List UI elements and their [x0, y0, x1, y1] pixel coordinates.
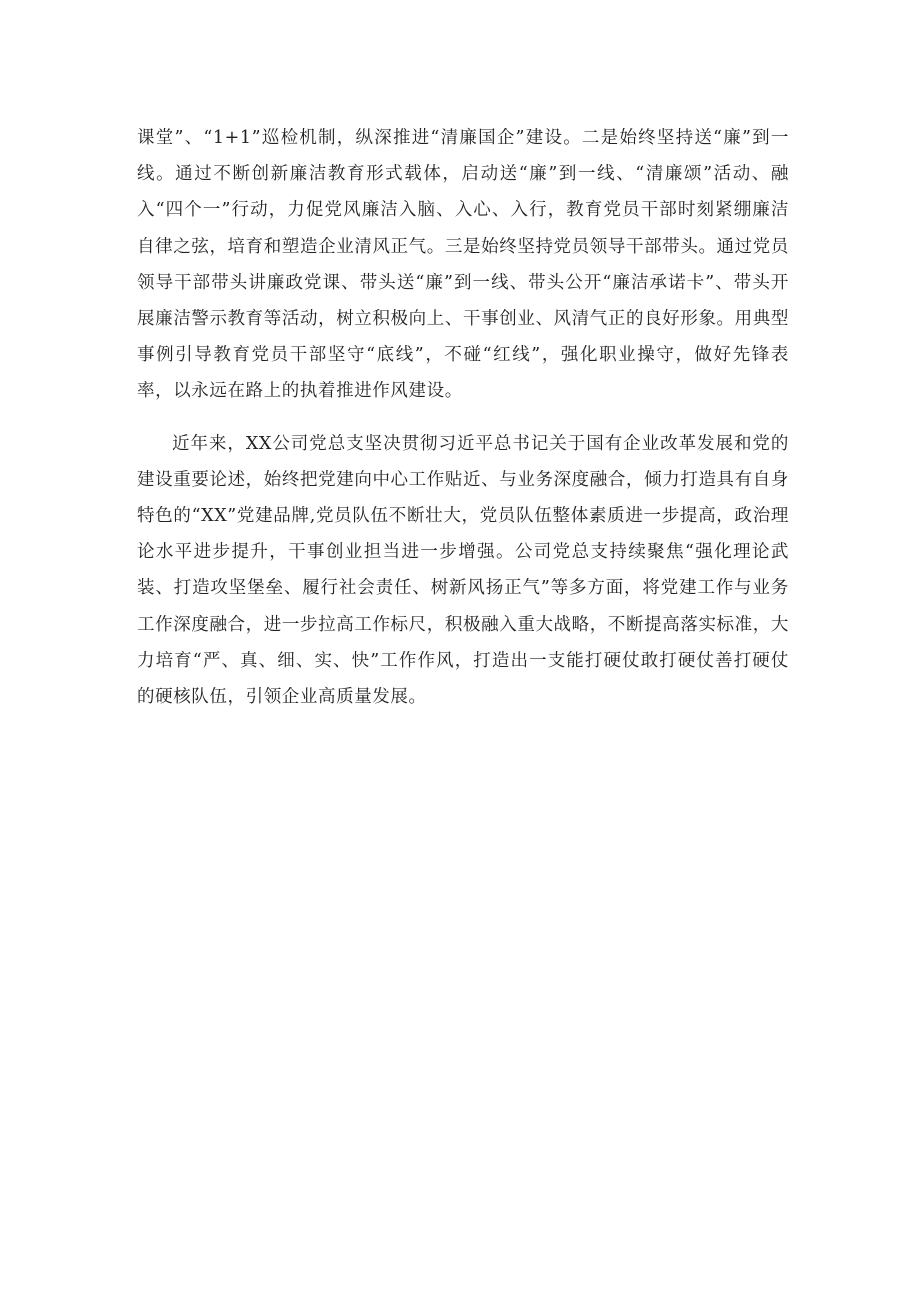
paragraph-continuation: 课堂”、“1+1”巡检机制，纵深推进“清廉国企”建设。二是始终坚持送“廉”到一线。通过不断创新廉洁教育形式载体，启动送“廉”到一线、“清廉颂”活动、融入“四个一”行动，力促党风廉洁入脑、入心、入行，教育党员干部时刻紧绷廉洁自律之弦，培育和塑造企业清风正气。三是始终坚持党员领导干部带头。通过党员领导干部带头讲廉政党课、带头送“廉”到一线、带头公开“廉洁承诺卡”、带头开展廉洁警示教育等活动，树立积极向上、干事创业、风清气正的良好形象。用典型事例引导教育党员干部坚守“底线”，不碰“红线”，强化职业操守，做好先锋表率，以永远在路上的执着推进作风建设。: [137, 128, 789, 402]
document-body: [137, 120, 789, 715]
paragraph-summary: 近年来，XX公司党总支坚决贯彻习近平总书记关于国有企业改革发展和党的建设重要论述，始终把党建向中心工作贴近、与业务深度融合，倾力打造具有自身特色的“XX”党建品牌,党员队伍不断壮大，党员队伍整体素质进一步提高，政治理论水平进步提升，干事创业担当进一步增强。公司党总支持续聚焦“强化理论武装、打造攻坚堡垒、履行社会责任、树新风扬正气”等多方面，将党建工作与业务工作深度融合，进一步拉高工作标尺，积极融入重大战略，不断提高落实标准，大力培育“严、真、细、实、快”工作作风，打造出一支能打硬仗敢打硬仗善打硬仗的硬核队伍，引领企业高质量发展。: [137, 433, 789, 708]
